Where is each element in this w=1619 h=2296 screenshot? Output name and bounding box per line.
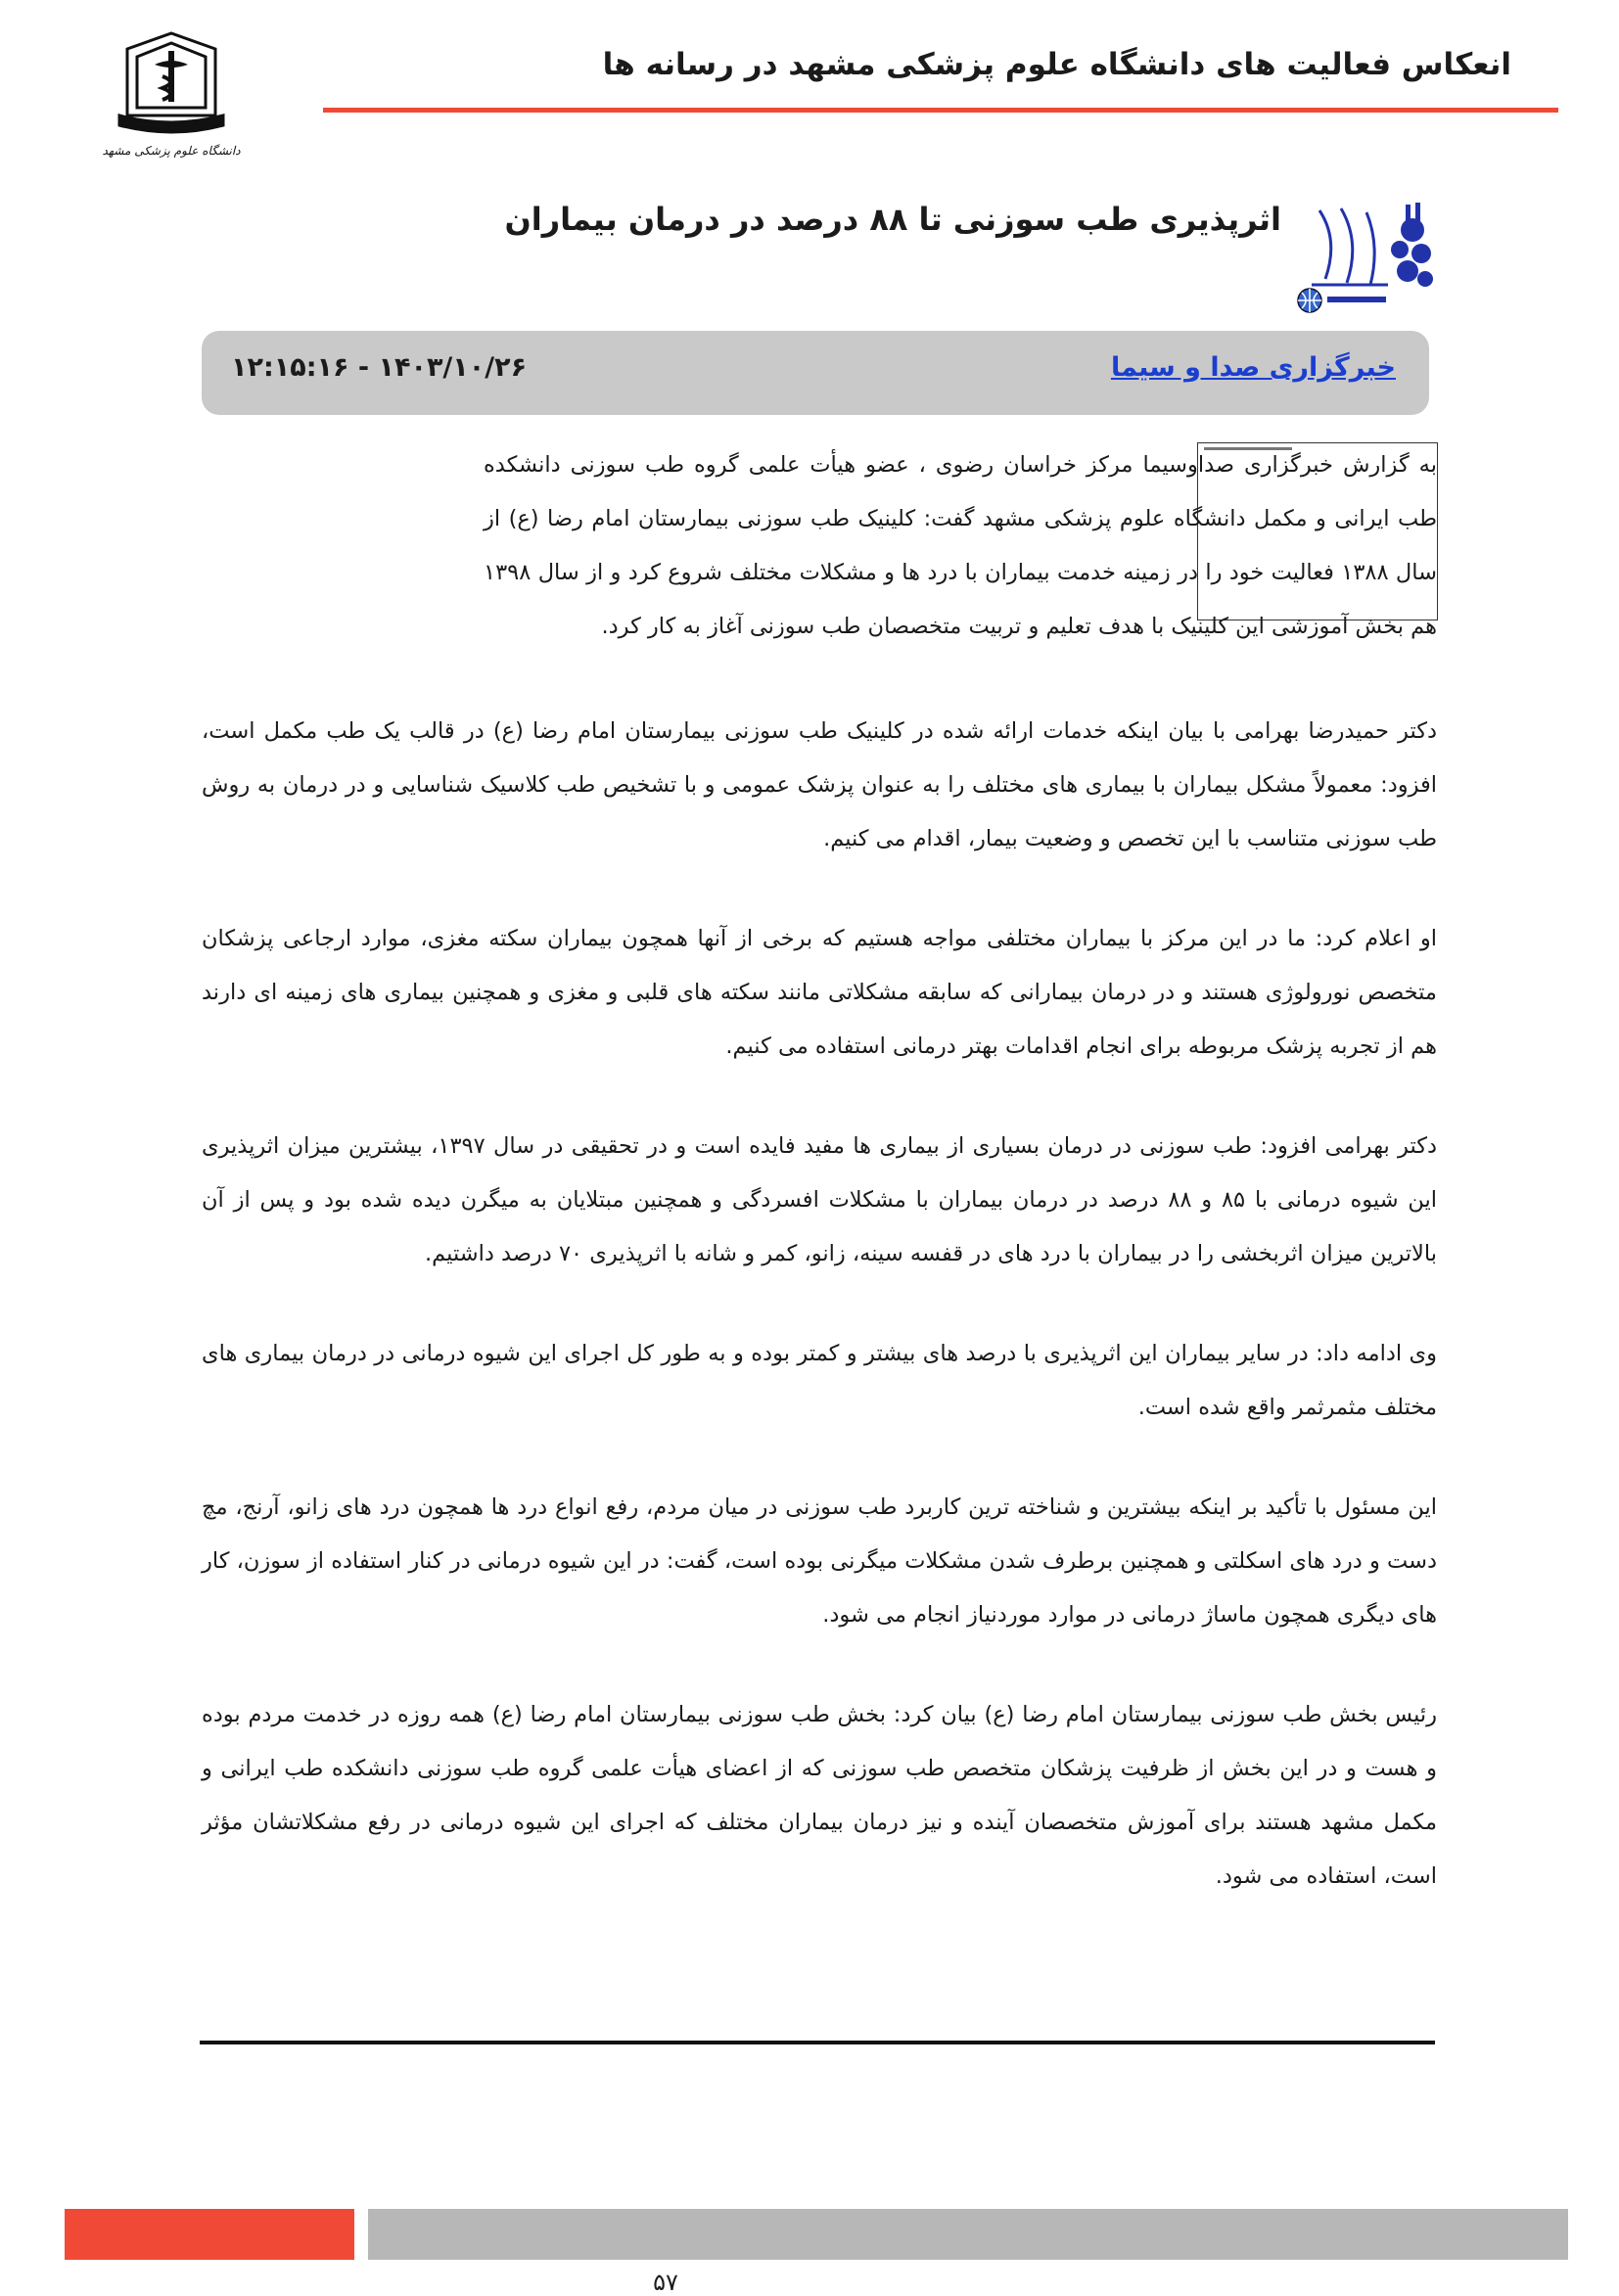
publish-datetime: ۱۴۰۳/۱۰/۲۶ - ۱۲:۱۵:۱۶ (231, 352, 528, 383)
article-paragraph: رئیس بخش طب سوزنی بیمارستان امام رضا (ع) بیان کرد: بخش طب سوزنی بیمارستان امام رضا (ع) همه روزه در خدمت مردم بوده و هست و در این بخش از ظرفیت پزشکان متخصص طب سوزنی که از اعضای هیأت علمی گروه طب سوزنی دانشکده طب ایرانی و مکمل مشهد هستند برای آموزش متخصصان آینده و نیز درمان بیماران مختلف که اجرای این شیوه درمانی در رفع مشکلاتشان مؤثر است، استفاده می شود. (202, 1702, 1437, 1889)
article-paragraph: دکتر بهرامی افزود: طب سوزنی در درمان بسیاری از بیماری ها مفید فایده است و در تحقیقی در سال ۱۳۹۷، بیشترین میزان اثرپذیری این شیوه درمانی با ۸۵ و ۸۸ درصد در درمان بیماران با مشکلات افسردگی و همچنین مبتلایان به میگرن دیده شده بود و پس از آن بالاترین میزان اثربخشی را در بیماران با درد های در قفسه سینه، زانو، کمر و شانه با اثرپذیری ۷۰ درصد داشتیم. (202, 1133, 1437, 1266)
article-title: اثرپذیری طب سوزنی تا ۸۸ درصد در درمان بیماران (504, 201, 1281, 238)
university-logo-caption: دانشگاه علوم پزشکی مشهد (102, 144, 241, 158)
source-link[interactable]: خبرگزاری صدا و سیما (1110, 352, 1396, 383)
image-wrap-space (202, 438, 474, 652)
footer-bar (368, 2209, 1568, 2260)
article-paragraph: او اعلام کرد: ما در این مرکز با بیماران مختلفی مواجه هستیم که برخی از آنها همچون بیماران سکته مغزی، موارد ارجاعی پزشکان متخصص نورولوژی هستند و در درمان بیمارانی که سابقه مشکلاتی مانند سکته های قلبی و مغزی و همچنین بیماری های زمینه ای دارند هم از تجربه پزشک مربوطه برای انجام اقدامات بهتر درمانی استفاده می کنیم. (202, 926, 1437, 1059)
article-paragraph: دکتر حمیدرضا بهرامی با بیان اینکه خدمات ارائه شده در کلینیک طب سوزنی بیمارستان امام رضا (ع) در قالب یک طب مکمل است، افزود: معمولاً مشکل بیماران با بیماری های مختلف را به عنوان پزشک عمومی و با تشخیص طب کلاسیک شناسایی و در درمان به روش طب سوزنی متناسب با این تخصص و وضعیت بیمار، اقدام می کنیم. (202, 718, 1437, 851)
news-agency-logo-icon (1290, 191, 1437, 318)
article-info-bar (202, 331, 1429, 415)
page-header-title: انعکاس فعالیت های دانشگاه علوم پزشکی مشهد در رسانه ها (602, 47, 1511, 82)
university-emblem-icon (98, 27, 245, 164)
article-body (202, 438, 1437, 1950)
page-number: ۵۷ (653, 2269, 678, 2296)
footer-accent-bar (65, 2209, 354, 2260)
article-end-divider (200, 2041, 1435, 2044)
article-paragraph: به گزارش خبرگزاری صداوسیما مرکز خراسان رضوی ، عضو هیأت علمی گروه طب سوزنی دانشکده طب ایرانی و مکمل دانشگاه علوم پزشکی مشهد گفت: کلینیک طب سوزنی بیمارستان امام رضا (ع) از سال ۱۳۸۸ فعالیت خود را در زمینه خدمت بیماران با درد ها و مشکلات مختلف شروع کرد و از سال ۱۳۹۸ هم بخش آموزشی این کلینیک با هدف تعلیم و تربیت متخصصان طب سوزنی آغاز به کار کرد. (484, 452, 1437, 639)
header-divider (323, 108, 1558, 113)
article-paragraph: وی ادامه داد: در سایر بیماران این اثرپذیری با درصد های بیشتر و کمتر بوده و به طور کل اجرای این شیوه درمانی در درمان بیماری های مختلف مثمرثمر واقع شده است. (202, 1341, 1437, 1420)
article-paragraph: این مسئول با تأکید بر اینکه بیشترین و شناخته ترین کاربرد طب سوزنی در میان مردم، رفع انواع درد ها همچون درد های زانو، آرنج، مچ دست و درد های اسکلتی و همچنین برطرف شدن مشکلات میگرنی بوده است، گفت: در این شیوه درمانی در کنار استفاده از سوزن، کار های دیگری همچون ماساژ درمانی در موارد موردنیاز انجام می شود. (202, 1494, 1437, 1628)
